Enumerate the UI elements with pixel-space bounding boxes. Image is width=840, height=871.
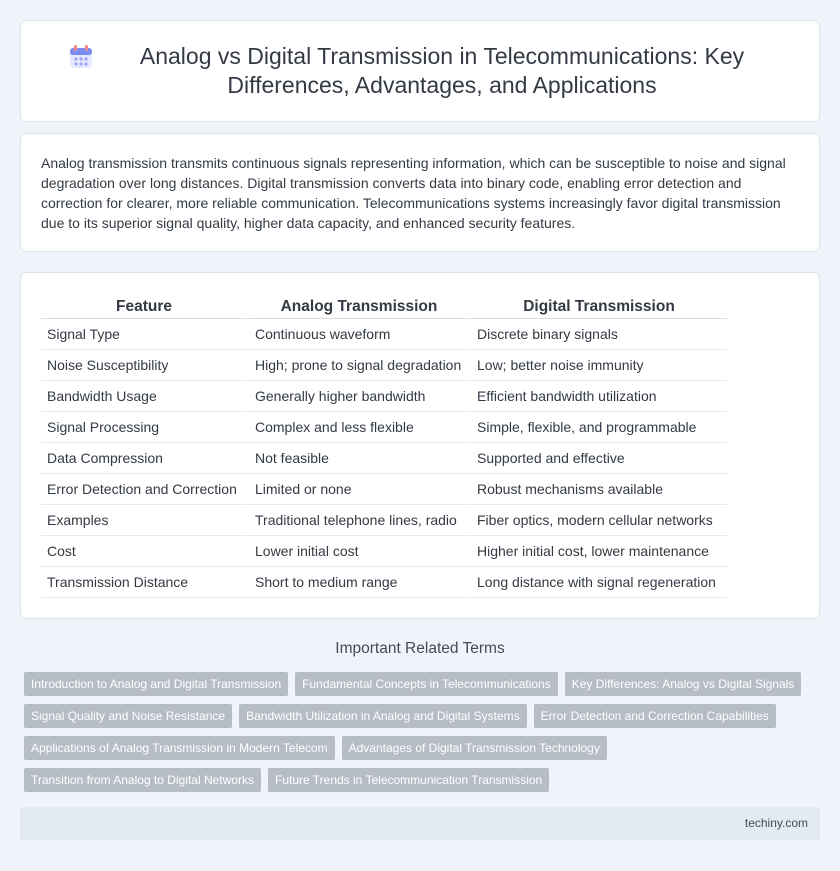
related-term-tag[interactable]: Future Trends in Telecommunication Transmission [268, 768, 549, 792]
table-row [41, 474, 727, 505]
table-cell: Simple, flexible, and programmable [469, 412, 727, 443]
table-cell: Efficient bandwidth utilization [469, 381, 727, 412]
related-term-tag[interactable]: Bandwidth Utilization in Analog and Digital Systems [239, 704, 526, 728]
table-cell: Noise Susceptibility [41, 350, 247, 381]
related-term-tag[interactable]: Signal Quality and Noise Resistance [24, 704, 232, 728]
table-cell: Discrete binary signals [469, 319, 727, 350]
table-cell: Higher initial cost, lower maintenance [469, 536, 727, 567]
table-cell: Robust mechanisms available [469, 474, 727, 505]
table-cell: Short to medium range [247, 567, 469, 598]
table-cell: Traditional telephone lines, radio [247, 505, 469, 536]
related-terms-tags [24, 672, 824, 800]
table-cell: Signal Type [41, 319, 247, 350]
table-cell: Not feasible [247, 443, 469, 474]
related-term-tag[interactable]: Key Differences: Analog vs Digital Signals [565, 672, 802, 696]
table-cell: Fiber optics, modern cellular networks [469, 505, 727, 536]
intro-card [20, 133, 820, 252]
related-term-tag[interactable]: Error Detection and Correction Capabilities [534, 704, 776, 728]
table-header-row [41, 295, 727, 319]
table-cell: Transmission Distance [41, 567, 247, 598]
header-inner [21, 21, 819, 121]
related-term-tag[interactable]: Transition from Analog to Digital Networks [24, 768, 261, 792]
comparison-table-card [20, 272, 820, 619]
table-cell: Continuous waveform [247, 319, 469, 350]
column-header-analog: Analog Transmission [247, 295, 469, 319]
header-card [20, 20, 820, 122]
table-row [41, 505, 727, 536]
table-cell: Lower initial cost [247, 536, 469, 567]
related-term-tag[interactable]: Fundamental Concepts in Telecommunications [295, 672, 558, 696]
table-cell: Cost [41, 536, 247, 567]
table-cell: Long distance with signal regeneration [469, 567, 727, 598]
table-cell: Examples [41, 505, 247, 536]
table-row [41, 381, 727, 412]
table-cell: Error Detection and Correction [41, 474, 247, 505]
calendar-icon [68, 44, 94, 70]
related-term-tag[interactable]: Introduction to Analog and Digital Transmission [24, 672, 288, 696]
table-row [41, 443, 727, 474]
related-term-tag[interactable]: Advantages of Digital Transmission Technology [342, 736, 607, 760]
table-cell: High; prone to signal degradation [247, 350, 469, 381]
table-cell: Limited or none [247, 474, 469, 505]
footer-site-link[interactable]: techiny.com [744, 816, 808, 830]
table-row [41, 319, 727, 350]
table-cell: Supported and effective [469, 443, 727, 474]
related-terms-title: Important Related Terms [335, 640, 505, 657]
page-title: Analog vs Digital Transmission in Telecommunications: Key Differences, Advantages, and Applications [139, 43, 745, 98]
tag-row [24, 736, 824, 760]
table-cell: Signal Processing [41, 412, 247, 443]
intro-paragraph: Analog transmission transmits continuous signals representing information, which can be susceptible to noise and signal degradation over long distances. Digital transmission converts data into binary code, enabling error detection and correction for clearer, more reliable communication. Telecommunications systems increasingly favor digital transmission due to its superior signal quality, higher data capacity, and enhanced security features. [41, 155, 786, 231]
table-row [41, 567, 727, 598]
comparison-table [41, 295, 727, 598]
table-row [41, 350, 727, 381]
table-row [41, 412, 727, 443]
tag-row [24, 672, 824, 696]
tag-row [24, 768, 824, 792]
column-header-feature: Feature [41, 295, 247, 319]
table-cell: Data Compression [41, 443, 247, 474]
footer [20, 807, 820, 840]
column-header-digital: Digital Transmission [469, 295, 727, 319]
table-cell: Generally higher bandwidth [247, 381, 469, 412]
tag-row [24, 704, 824, 728]
table-cell: Bandwidth Usage [41, 381, 247, 412]
table-row [41, 536, 727, 567]
table-cell: Low; better noise immunity [469, 350, 727, 381]
related-term-tag[interactable]: Applications of Analog Transmission in Modern Telecom [24, 736, 335, 760]
table-cell: Complex and less flexible [247, 412, 469, 443]
